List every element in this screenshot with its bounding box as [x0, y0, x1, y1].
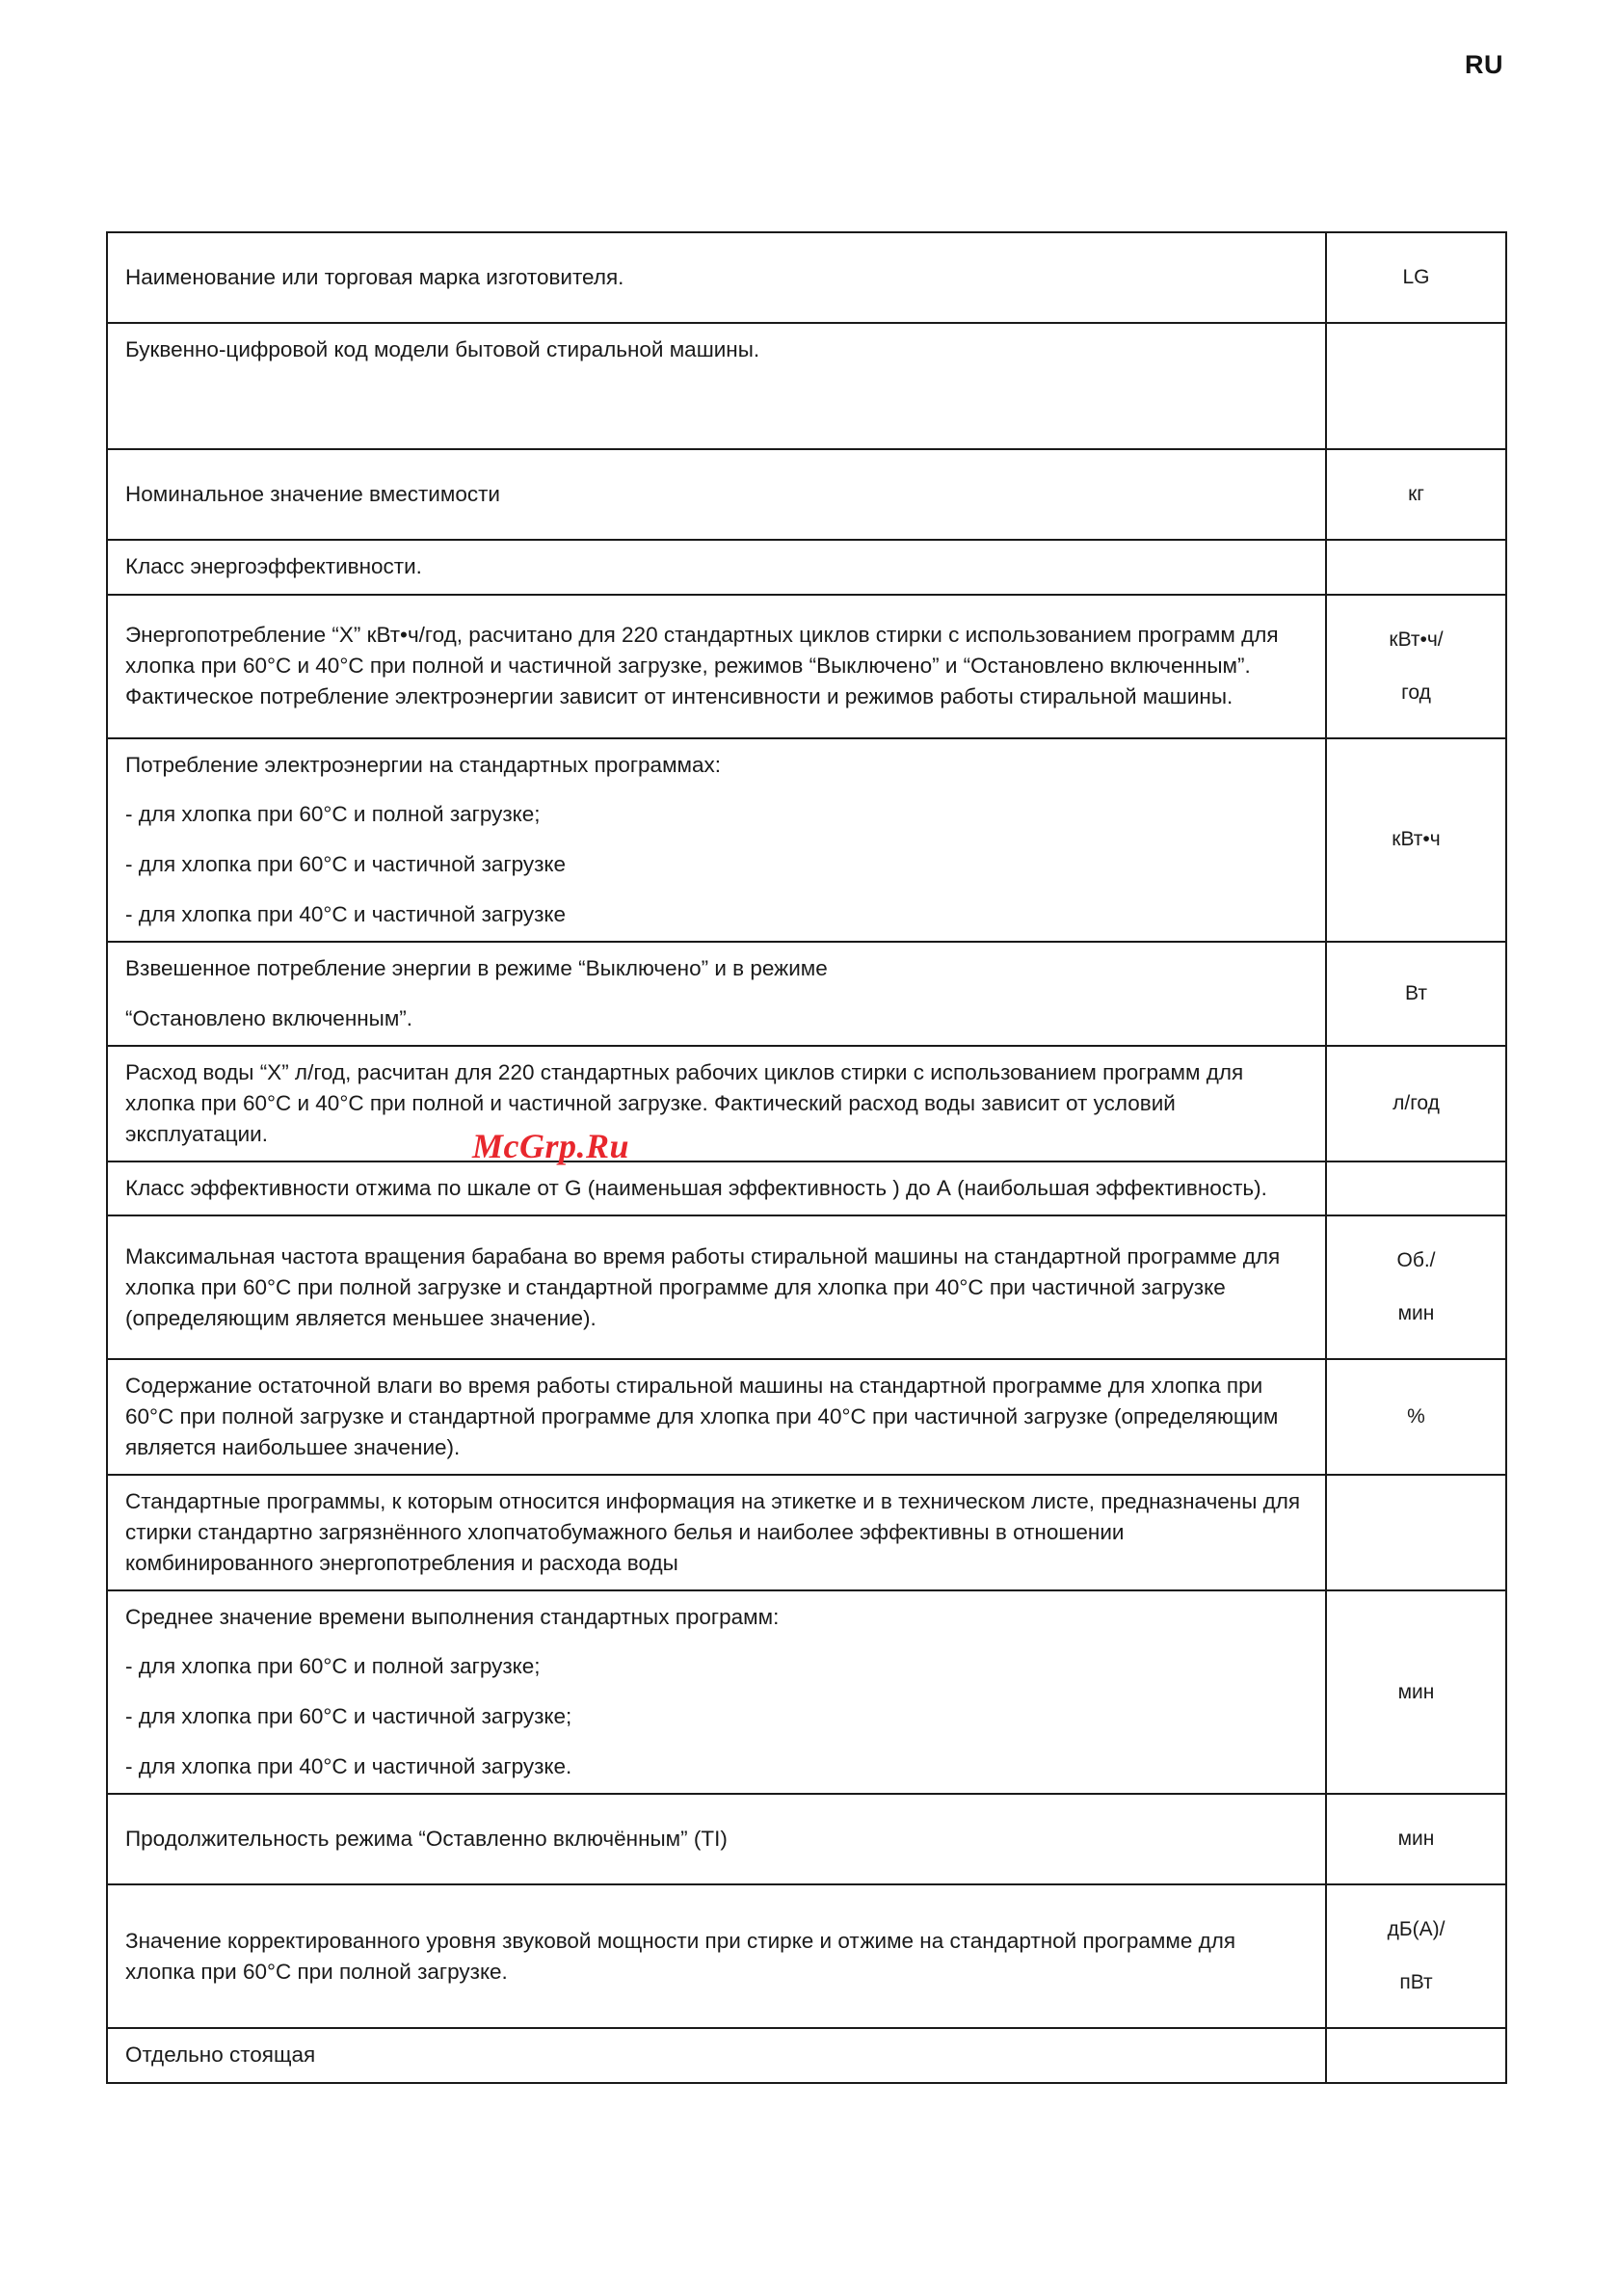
description-text — [108, 1162, 1325, 1215]
row-unit-cell — [1326, 942, 1506, 1046]
description-line: - для хлопка при 40°С и частичной загрузке — [125, 901, 567, 926]
table-row — [107, 1794, 1506, 1884]
description-text — [108, 2029, 1325, 2082]
row-unit-cell — [1326, 323, 1506, 449]
description-line: - для хлопка при 40°С и частичной загрузке. — [125, 1753, 572, 1778]
product-specification-table — [106, 231, 1507, 2084]
row-description-cell — [107, 1794, 1326, 1884]
unit-line: кВт•ч/ — [1389, 627, 1444, 651]
description-line: Значение корректированного уровня звуковой мощности при стирке и отжиме на стандартной программе для хлопка при 60°С при полной загрузке. — [125, 1928, 1236, 1984]
unit-line: кВт•ч — [1392, 828, 1441, 851]
unit-line: год — [1401, 681, 1431, 704]
description-text — [108, 1047, 1325, 1161]
unit-line: % — [1407, 1405, 1425, 1428]
row-description-cell — [107, 2028, 1326, 2083]
table-row — [107, 540, 1506, 595]
unit-text — [1327, 543, 1505, 591]
row-unit-cell — [1326, 1794, 1506, 1884]
row-unit-cell — [1326, 2028, 1506, 2083]
row-description-cell — [107, 232, 1326, 323]
row-description-cell — [107, 942, 1326, 1046]
description-line: Буквенно-цифровой код модели бытовой стиральной машины. — [125, 337, 760, 362]
description-text — [108, 1813, 1325, 1866]
row-unit-cell — [1326, 1046, 1506, 1161]
description-line: Потребление электроэнергии на стандартных программах: — [125, 752, 722, 777]
unit-line: л/год — [1393, 1092, 1440, 1115]
row-unit-cell — [1326, 595, 1506, 738]
row-description-cell — [107, 1884, 1326, 2028]
row-description-cell — [107, 1215, 1326, 1359]
table-row — [107, 595, 1506, 738]
row-description-cell — [107, 1475, 1326, 1590]
description-line: Класс энергоэффективности. — [125, 554, 422, 579]
unit-line: мин — [1397, 1828, 1435, 1851]
unit-text — [1327, 1648, 1505, 1737]
row-description-cell — [107, 738, 1326, 943]
description-line: Содержание остаточной влаги во время работы стиральной машины на стандартной программе для хлопка при 60°С при полной загрузке и стандартной программе для хлопка при 40°С при частичной загрузке (определяющим является наибольшее значение). — [125, 1374, 1279, 1460]
description-text — [108, 943, 1325, 1045]
table-row — [107, 1884, 1506, 2028]
description-line: - для хлопка при 60°С и частичной загрузке; — [125, 1704, 572, 1729]
description-line: Отдельно стоящая — [125, 2042, 316, 2068]
description-line: Продолжительность режима “Оставленно включённым” (TI) — [125, 1827, 728, 1852]
description-text — [108, 324, 1325, 448]
row-unit-cell — [1326, 1590, 1506, 1795]
unit-text — [1327, 2032, 1505, 2080]
table-row — [107, 1215, 1506, 1359]
description-line: Стандартные программы, к которым относится информация на этикетке и в техническом листе, предназначены для стирки стандартно загрязнённого хлопчатобумажного белья и наиболее эффективны в отношении комбинированного энергопотребления и расхода воды — [125, 1489, 1301, 1575]
description-text — [108, 1476, 1325, 1589]
table-row — [107, 449, 1506, 540]
description-line: Класс эффективности отжима по шкале от G (наименьшая эффективность ) до А (наибольшая эффективность). — [125, 1176, 1267, 1201]
description-line: Номинальное значение вместимости — [125, 481, 500, 506]
description-line: Расход воды “Х” л/год, расчитан для 220 стандартных рабочих циклов стирки с использованием программ для хлопка при 60°С и 40°С при полной и частичной загрузке. Фактический расход воды зависит от условий эксплуатации. — [125, 1060, 1244, 1147]
table-row — [107, 1590, 1506, 1795]
unit-text — [1327, 596, 1505, 737]
description-text — [108, 1360, 1325, 1474]
unit-line: пВт — [1399, 1971, 1433, 1994]
row-description-cell — [107, 540, 1326, 595]
row-unit-cell — [1326, 1215, 1506, 1359]
table-row — [107, 323, 1506, 449]
table-row — [107, 1161, 1506, 1215]
description-line: Взвешенное потребление энергии в режиме “Выключено” и в режиме — [125, 956, 828, 981]
unit-line: кг — [1408, 483, 1424, 506]
row-description-cell — [107, 449, 1326, 540]
unit-line: LG — [1402, 266, 1430, 288]
row-description-cell — [107, 323, 1326, 449]
unit-text — [1327, 1795, 1505, 1883]
row-unit-cell — [1326, 232, 1506, 323]
description-text — [108, 739, 1325, 942]
unit-text — [1327, 1059, 1505, 1148]
description-line: - для хлопка при 60°С и полной загрузке; — [125, 1654, 541, 1679]
unit-text — [1327, 1164, 1505, 1213]
row-unit-cell — [1326, 1884, 1506, 2028]
description-line: Наименование или торговая марка изготовителя. — [125, 264, 624, 289]
row-unit-cell — [1326, 449, 1506, 540]
table-row — [107, 1475, 1506, 1590]
row-unit-cell — [1326, 1475, 1506, 1590]
unit-text — [1327, 450, 1505, 539]
row-description-cell — [107, 595, 1326, 738]
description-line: “Остановлено включенным”. — [125, 1005, 413, 1030]
row-unit-cell — [1326, 738, 1506, 943]
row-description-cell — [107, 1046, 1326, 1161]
description-line: Энергопотребление “Х” кВт•ч/год, расчитано для 220 стандартных циклов стирки с использованием программ для хлопка при 60°С и 40°С при полной и частичной загрузке, режимов “Выключено” и “Остановлено включенным”. Фактическое потребление электроэнергии зависит от интенсивности и режимов работы стиральной машины. — [125, 623, 1279, 709]
description-text — [108, 1231, 1325, 1345]
row-unit-cell — [1326, 1359, 1506, 1475]
unit-text — [1327, 1216, 1505, 1358]
table-row — [107, 1359, 1506, 1475]
description-line: - для хлопка при 60°С и частичной загрузке — [125, 851, 567, 876]
site-watermark: McGrp.Ru — [472, 1127, 630, 1165]
row-description-cell — [107, 1359, 1326, 1475]
unit-line: Об./ — [1396, 1249, 1436, 1272]
row-unit-cell — [1326, 540, 1506, 595]
description-line: - для хлопка при 60°С и полной загрузке; — [125, 802, 541, 827]
unit-text — [1327, 362, 1505, 411]
unit-line: мин — [1397, 1302, 1435, 1325]
table-row — [107, 2028, 1506, 2083]
unit-text — [1327, 1373, 1505, 1461]
description-text — [108, 1591, 1325, 1794]
table-row — [107, 942, 1506, 1046]
unit-text — [1327, 1508, 1505, 1557]
table-row — [107, 232, 1506, 323]
row-unit-cell — [1326, 1161, 1506, 1215]
description-line: Максимальная частота вращения барабана во время работы стиральной машины на стандартной программе для хлопка при 60°С при полной загрузке и стандартной программе для хлопка при 40°С при частичной загрузке (определяющим является меньшее значение). — [125, 1243, 1281, 1330]
unit-text — [1327, 795, 1505, 884]
unit-line: Вт — [1405, 982, 1427, 1005]
unit-line: мин — [1397, 1680, 1435, 1703]
unit-text — [1327, 233, 1505, 322]
table-row — [107, 1046, 1506, 1161]
table-body — [107, 232, 1506, 2083]
description-line: Среднее значение времени выполнения стандартных программ: — [125, 1604, 780, 1629]
description-text — [108, 541, 1325, 594]
description-text — [108, 1915, 1325, 1998]
language-code-header: RU — [1465, 50, 1503, 79]
description-text — [108, 607, 1325, 725]
row-description-cell — [107, 1590, 1326, 1795]
row-description-cell — [107, 1161, 1326, 1215]
unit-line: дБ(А)/ — [1387, 1918, 1446, 1941]
unit-text — [1327, 1885, 1505, 2027]
description-text — [108, 252, 1325, 305]
description-text — [108, 468, 1325, 521]
table-row — [107, 738, 1506, 943]
unit-text — [1327, 949, 1505, 1038]
